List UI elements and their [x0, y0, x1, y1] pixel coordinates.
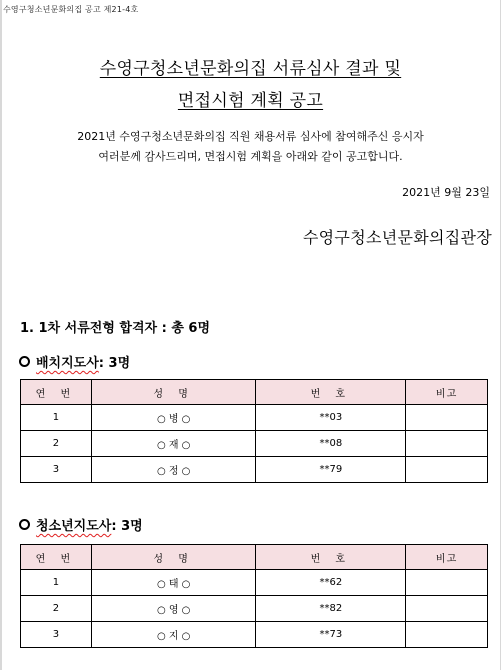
cell-no: 3 [21, 457, 92, 483]
cell-note [406, 457, 488, 483]
group-heading-1-count: : 3명 [98, 356, 131, 371]
cell-no: 2 [21, 431, 92, 457]
cell-code: **62 [256, 570, 406, 596]
cell-name: ○ 정 ○ [91, 457, 256, 483]
roster-table-1 [20, 379, 488, 483]
cell-code: **73 [256, 622, 406, 648]
cell-note [406, 570, 488, 596]
table-row [21, 596, 488, 622]
cell-code: **79 [256, 457, 406, 483]
roster-table-2 [20, 544, 488, 648]
cell-no: 2 [21, 596, 92, 622]
cell-note [406, 405, 488, 431]
title-line-1: 수영구청소년문화의집 서류심사 결과 및 [99, 59, 402, 79]
cell-code: **03 [256, 405, 406, 431]
table-row [21, 622, 488, 648]
cell-note [406, 596, 488, 622]
header-no: 연 번 [21, 380, 92, 405]
header-no: 연 번 [21, 545, 92, 570]
table-row [21, 457, 488, 483]
group-heading-1-prefix: 배치지도사 [36, 356, 99, 371]
cell-name: ○ 태 ○ [91, 570, 256, 596]
group-heading-2-count: : 3명 [111, 519, 143, 534]
cell-no: 1 [21, 570, 92, 596]
table-row [21, 431, 488, 457]
section-heading: 1. 1차 서류전형 합격자 : 총 6명 [20, 321, 211, 336]
group-heading-2 [19, 515, 143, 534]
cell-code: **08 [256, 431, 406, 457]
header-note: 비고 [406, 380, 488, 405]
cell-no: 3 [21, 622, 92, 648]
hollow-circle-bullet-icon [19, 519, 30, 530]
title-line-2: 면접시험 계획 공고 [177, 91, 324, 111]
header-name: 성 명 [91, 545, 256, 570]
issuer-name: 수영구청소년문화의집관장 [302, 228, 492, 247]
cell-note [406, 622, 488, 648]
group-heading-1 [19, 352, 130, 371]
cell-name: ○ 병 ○ [91, 405, 256, 431]
document-number: 수영구청소년문화의집 공고 제21-4호 [3, 5, 139, 14]
header-note: 비고 [406, 545, 488, 570]
intro-line-2: 여러분께 감사드리며, 면접시험 계획을 아래와 같이 공고합니다. [98, 150, 403, 163]
hollow-circle-bullet-icon [19, 356, 30, 367]
cell-name: ○ 재 ○ [91, 431, 256, 457]
cell-note [406, 431, 488, 457]
announcement-date: 2021년 9월 23일 [402, 186, 490, 199]
cell-no: 1 [21, 405, 92, 431]
table-header-row [21, 380, 488, 405]
table-row [21, 570, 488, 596]
group-heading-2-prefix: 청소년지도사 [36, 519, 112, 534]
intro-line-1: 2021년 수영구청소년문화의집 직원 채용서류 심사에 참여해주신 응시자 [77, 130, 424, 143]
header-code: 번 호 [256, 545, 406, 570]
cell-name: ○ 영 ○ [91, 596, 256, 622]
cell-name: ○ 지 ○ [91, 622, 256, 648]
cell-code: **82 [256, 596, 406, 622]
table-row [21, 405, 488, 431]
header-code: 번 호 [256, 380, 406, 405]
header-name: 성 명 [91, 380, 256, 405]
table-header-row [21, 545, 488, 570]
